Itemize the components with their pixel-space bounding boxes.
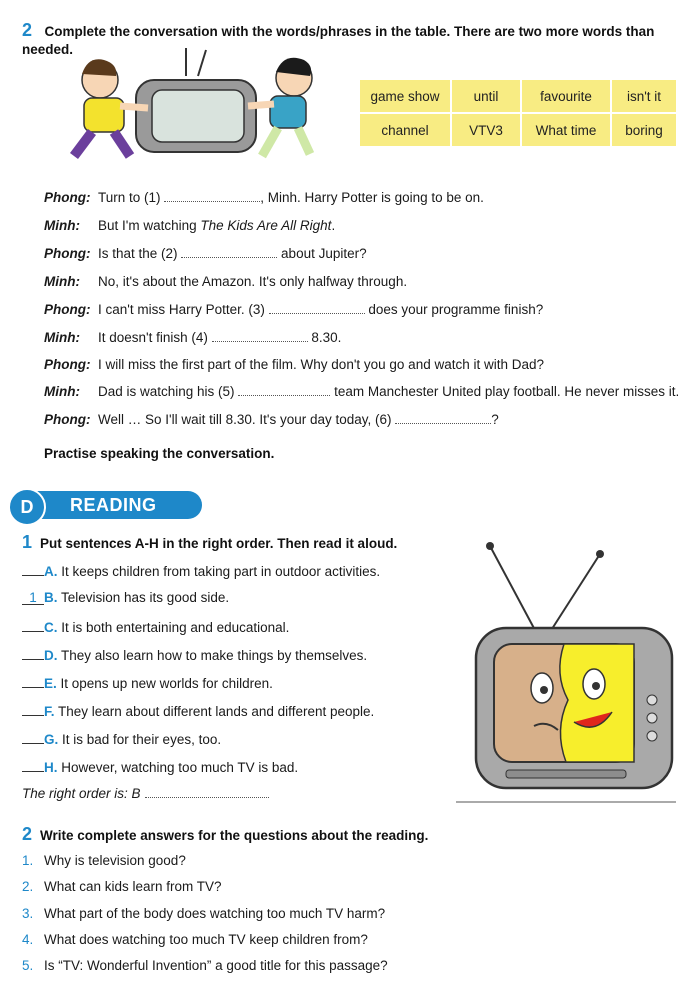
dialogue-text: , Minh. Harry Potter is going to be on. <box>260 190 484 205</box>
dialogue-line <box>44 274 684 290</box>
word-cell: game show <box>360 80 450 112</box>
exercise-number: 1 <box>22 532 33 552</box>
question-number: 4. <box>22 932 34 947</box>
sentence-letter: F. <box>44 704 55 719</box>
dialogue-line <box>44 218 684 234</box>
section-banner <box>8 488 200 520</box>
dialogue-line <box>44 190 684 206</box>
sentence-text: Television has its good side. <box>57 590 230 605</box>
exercise-1-heading <box>22 532 397 553</box>
sentence-item <box>22 674 273 692</box>
exercise-2b-heading <box>22 824 428 845</box>
question-number: 2. <box>22 879 34 894</box>
programme-title: The Kids Are All Right <box>200 218 332 233</box>
sentence-letter: E. <box>44 676 57 691</box>
order-answer-field[interactable] <box>22 702 44 716</box>
question-item <box>22 958 388 974</box>
dialogue-line <box>44 412 684 428</box>
order-answer-field[interactable] <box>22 674 44 688</box>
word-table <box>360 80 670 144</box>
sentence-item <box>22 618 289 636</box>
dialogue-line <box>44 246 684 262</box>
right-order-label: The right order is: B <box>22 786 141 801</box>
answer-blank[interactable] <box>212 330 308 342</box>
question-item <box>22 906 385 922</box>
speaker-name: Phong: <box>44 302 91 317</box>
question-text: What can kids learn from TV? <box>44 879 222 894</box>
dialogue-line <box>44 357 684 373</box>
speaker-name: Phong: <box>44 246 91 261</box>
dialogue-text: 8.30. <box>307 330 342 345</box>
sentence-letter: G. <box>44 732 59 747</box>
dialogue-text: does your programme finish? <box>364 302 544 317</box>
sentence-text: However, watching too much TV is bad. <box>57 760 299 775</box>
dialogue-text: I can't miss Harry Potter. (3) <box>98 302 269 317</box>
dialogue-text: . <box>331 218 336 233</box>
sentence-item <box>22 590 229 606</box>
dialogue-text: It doesn't finish (4) <box>98 330 212 345</box>
order-answer-field[interactable]: 1 <box>22 591 44 605</box>
speaker-name: Phong: <box>44 412 91 427</box>
dialogue-line <box>44 384 684 400</box>
sentence-letter: A. <box>44 564 58 579</box>
answer-blank[interactable] <box>181 246 277 258</box>
dialogue-text: Turn to (1) <box>98 190 165 205</box>
word-cell: VTV3 <box>452 114 520 146</box>
question-text: Why is television good? <box>44 853 186 868</box>
sentence-text: It keeps children from taking part in outdoor activities. <box>57 564 381 579</box>
exercise-instruction: Complete the conversation with the words/phrases in the table. There are two more words than needed. <box>22 24 655 57</box>
sentence-item <box>22 702 374 720</box>
dialogue-text: team Manchester United play football. He never misses it. <box>330 384 680 399</box>
question-text: What does watching too much TV keep children from? <box>44 932 368 947</box>
speaker-name: Minh: <box>44 384 80 399</box>
sentence-text: It opens up new worlds for children. <box>56 676 273 691</box>
word-cell: favourite <box>522 80 610 112</box>
question-text: What part of the body does watching too much TV harm? <box>44 906 386 921</box>
word-cell: isn't it <box>612 80 676 112</box>
dialogue-line <box>44 330 684 346</box>
sentence-text: They also learn how to make things by themselves. <box>57 648 368 663</box>
dialogue-text: I will miss the first part of the film. Why don't you go and watch it with Dad? <box>98 357 545 372</box>
boys-pulling-tv-illustration <box>48 46 338 166</box>
dialogue-text: Well … So I'll wait till 8.30. It's your day today, (6) <box>98 412 396 427</box>
section-letter: D <box>8 488 46 526</box>
question-item <box>22 932 368 948</box>
dialogue-text: ? <box>491 412 499 427</box>
sentence-item <box>22 646 367 664</box>
word-cell: boring <box>612 114 676 146</box>
question-number: 5. <box>22 958 34 973</box>
answer-blank[interactable] <box>269 302 365 314</box>
question-text: Is “TV: Wonderful Invention” a good title for this passage? <box>44 958 388 973</box>
question-number: 3. <box>22 906 34 921</box>
sentence-letter: B. <box>44 590 58 605</box>
sentence-text: It is both entertaining and educational. <box>57 620 290 635</box>
order-answer-field[interactable] <box>22 646 44 660</box>
answer-blank[interactable] <box>164 190 260 202</box>
sentence-item <box>22 562 380 580</box>
answer-blank[interactable] <box>395 412 491 424</box>
speaker-name: Phong: <box>44 357 91 372</box>
word-cell: What time <box>522 114 610 146</box>
order-answer-field[interactable] <box>22 562 44 576</box>
sentence-item <box>22 758 298 776</box>
exercise-instruction: Put sentences A-H in the right order. Then read it aloud. <box>40 536 398 551</box>
speaker-name: Phong: <box>44 190 91 205</box>
word-cell: channel <box>360 114 450 146</box>
exercise-number: 2 <box>22 824 33 844</box>
answer-blank[interactable] <box>238 384 330 396</box>
sentence-letter: D. <box>44 648 58 663</box>
dialogue-text: about Jupiter? <box>277 246 367 261</box>
order-answer-field[interactable] <box>22 730 44 744</box>
speaker-name: Minh: <box>44 330 80 345</box>
right-order-line <box>22 786 269 802</box>
question-item <box>22 879 222 895</box>
order-answer-field[interactable] <box>22 618 44 632</box>
question-item <box>22 853 186 869</box>
dialogue-text: Is that the (2) <box>98 246 182 261</box>
order-answer-field[interactable] <box>22 758 44 772</box>
exercise-instruction: Write complete answers for the questions about the reading. <box>40 828 429 843</box>
speaker-name: Minh: <box>44 218 80 233</box>
dialogue-text: No, it's about the Amazon. It's only halfway through. <box>98 274 408 289</box>
sentence-letter: C. <box>44 620 58 635</box>
dialogue-text: Dad is watching his (5) <box>98 384 239 399</box>
sentence-text: They learn about different lands and different people. <box>54 704 375 719</box>
word-cell: until <box>452 80 520 112</box>
section-title: READING <box>26 491 202 519</box>
sentence-item <box>22 730 221 748</box>
dialogue-text: But I'm watching <box>98 218 201 233</box>
dialogue-line <box>44 302 684 318</box>
sentence-text: It is bad for their eyes, too. <box>58 732 222 747</box>
exercise-number: 2 <box>22 20 33 40</box>
question-number: 1. <box>22 853 34 868</box>
right-order-answer-field[interactable] <box>145 786 269 798</box>
smiling-tv-illustration <box>450 540 680 810</box>
sentence-letter: H. <box>44 760 58 775</box>
speaker-name: Minh: <box>44 274 80 289</box>
practise-instruction: Practise speaking the conversation. <box>44 446 275 461</box>
